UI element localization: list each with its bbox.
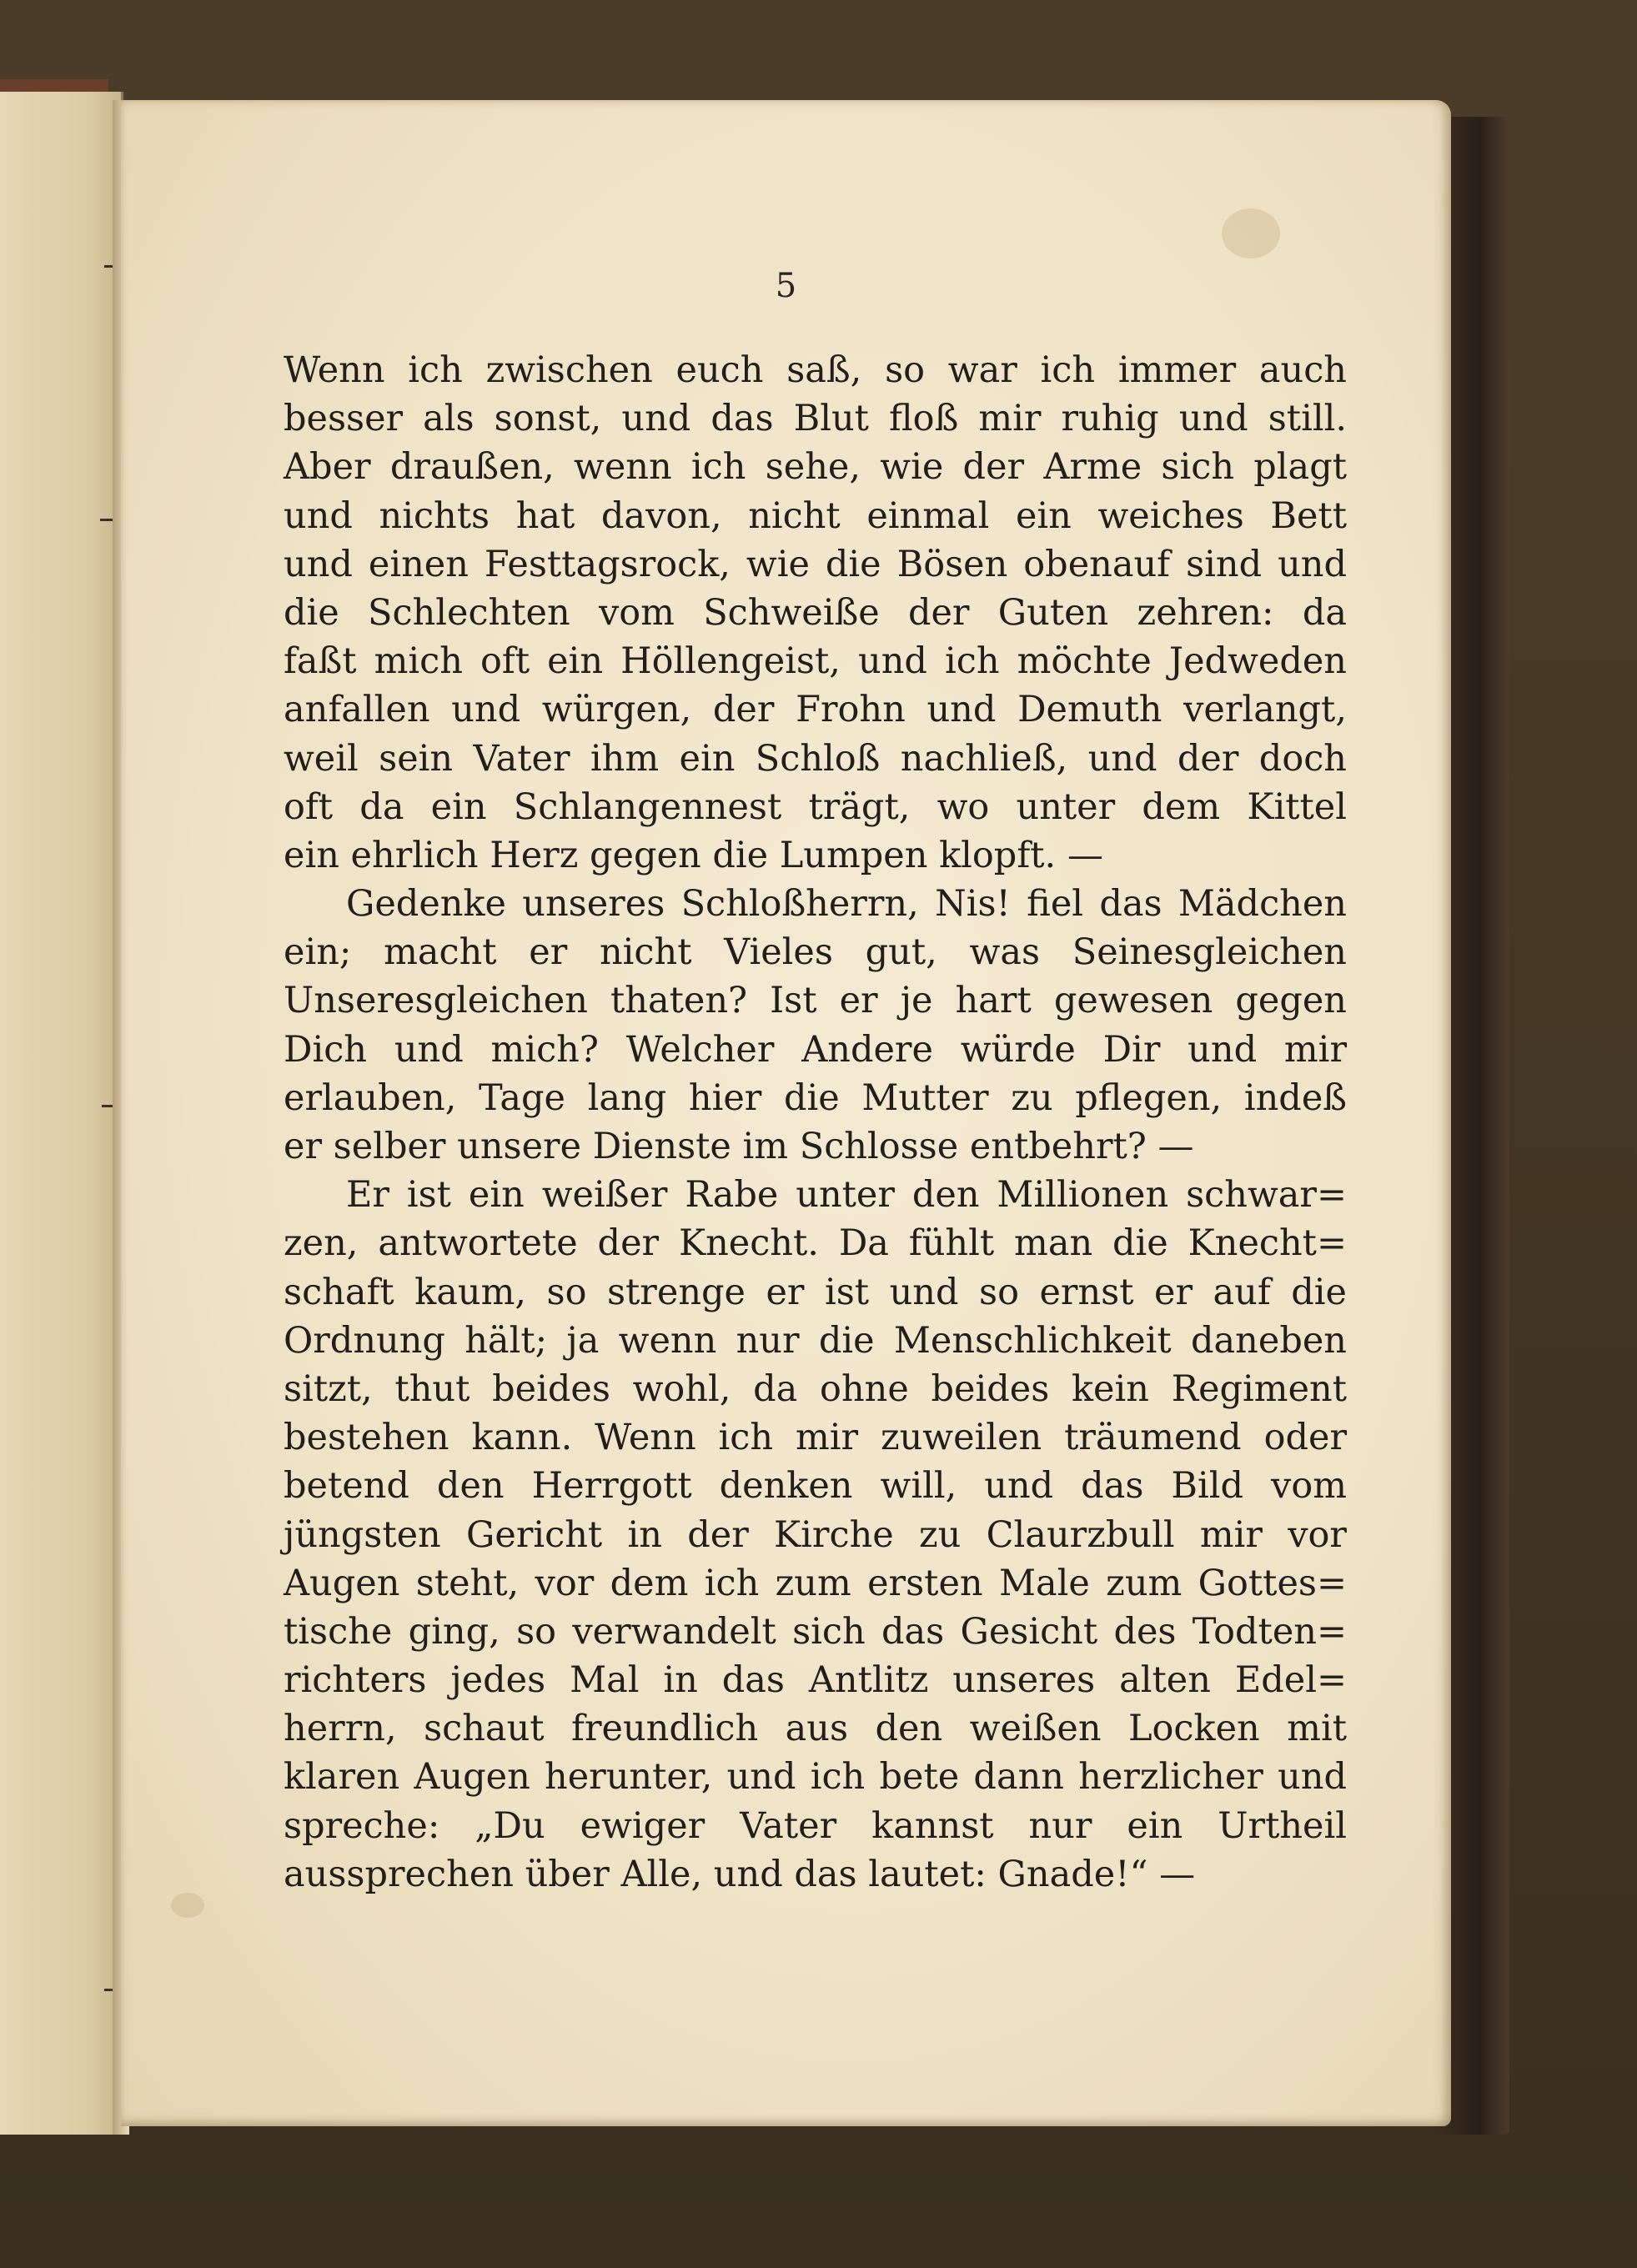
text-line: erlauben, Tage lang hier die Mutter zu pflegen, indeß <box>284 1076 1347 1119</box>
text-line: jüngsten Gericht in der Kirche zu Claurzbull mir vor <box>284 1513 1347 1556</box>
text-line: aussprechen über Alle, und das lautet: Gnade!“ — <box>284 1853 1196 1895</box>
paper-stain <box>1222 208 1280 258</box>
body-text <box>284 346 1347 1899</box>
text-line: Augen steht, vor dem ich zum ersten Male zum Gottes= <box>284 1562 1347 1604</box>
text-line: Dich und mich? Welcher Andere würde Dir und mir <box>284 1028 1347 1071</box>
text-line: er selber unsere Dienste im Schlosse entbehrt? — <box>284 1126 1194 1167</box>
text-line: schaft kaum, so strenge er ist und so ernst er auf die <box>284 1271 1347 1313</box>
text-line: sitzt, thut beides wohl, da ohne beides kein Regiment <box>284 1367 1347 1410</box>
text-line: richters jedes Mal in das Antlitz unseres alten Edel= <box>284 1659 1347 1702</box>
page-number: 5 <box>775 267 797 305</box>
text-line: zen, antwortete der Knecht. Da fühlt man die Knecht= <box>284 1222 1347 1265</box>
text-line: Gedenke unseres Schloßherrn, Nis! fiel das Mädchen <box>346 883 1347 926</box>
text-line: weil sein Vater ihm ein Schloß nachließ, und der doch <box>284 737 1347 780</box>
text-line: Unseresgleichen thaten? Ist er je hart gewesen gegen <box>284 980 1347 1022</box>
text-line: herrn, schaut freundlich aus den weißen Locken mit <box>284 1708 1347 1750</box>
text-line: spreche: „Du ewiger Vater kannst nur ein Urtheil <box>284 1804 1347 1847</box>
text-line: anfallen und würgen, der Frohn und Demuth verlangt, <box>284 689 1347 731</box>
text-line: besser als sonst, und das Blut floß mir ruhig und still. <box>284 398 1347 440</box>
text-line: oft da ein Schlangennest trägt, wo unter dem Kittel <box>284 785 1347 828</box>
paper-stain <box>171 1893 204 1918</box>
text-line: Wenn ich zwischen euch saß, so war ich immer auch <box>284 349 1347 391</box>
facing-page-edge <box>0 92 123 2135</box>
text-line: klaren Augen herunter, und ich bete dann herzlicher und <box>284 1756 1347 1799</box>
text-line: und einen Festtagsrock, wie die Bösen obenauf sind und <box>284 543 1347 585</box>
text-line: Er ist ein weißer Rabe unter den Millionen schwar= <box>346 1174 1347 1217</box>
text-line: betend den Herrgott denken will, und das Bild vom <box>284 1465 1347 1508</box>
text-line: die Schlechten vom Schweiße der Guten zehren: da <box>284 591 1347 634</box>
text-line: faßt mich oft ein Höllengeist, und ich möchte Jedweden <box>284 640 1347 683</box>
book-page <box>121 100 1451 2126</box>
text-line: Ordnung hält; ja wenn nur die Menschlichkeit daneben <box>284 1319 1347 1362</box>
text-line: Aber draußen, wenn ich sehe, wie der Arme sich plagt <box>284 446 1347 489</box>
text-line: tische ging, so verwandelt sich das Gesicht des Todten= <box>284 1610 1347 1653</box>
text-line: ein ehrlich Herz gegen die Lumpen klopft. — <box>284 834 1103 876</box>
text-line: ein; macht er nicht Vieles gut, was Seinesgleichen <box>284 931 1347 974</box>
text-line: und nichts hat davon, nicht einmal ein weiches Bett <box>284 494 1347 537</box>
text-line: bestehen kann. Wenn ich mir zuweilen träumend oder <box>284 1417 1347 1459</box>
